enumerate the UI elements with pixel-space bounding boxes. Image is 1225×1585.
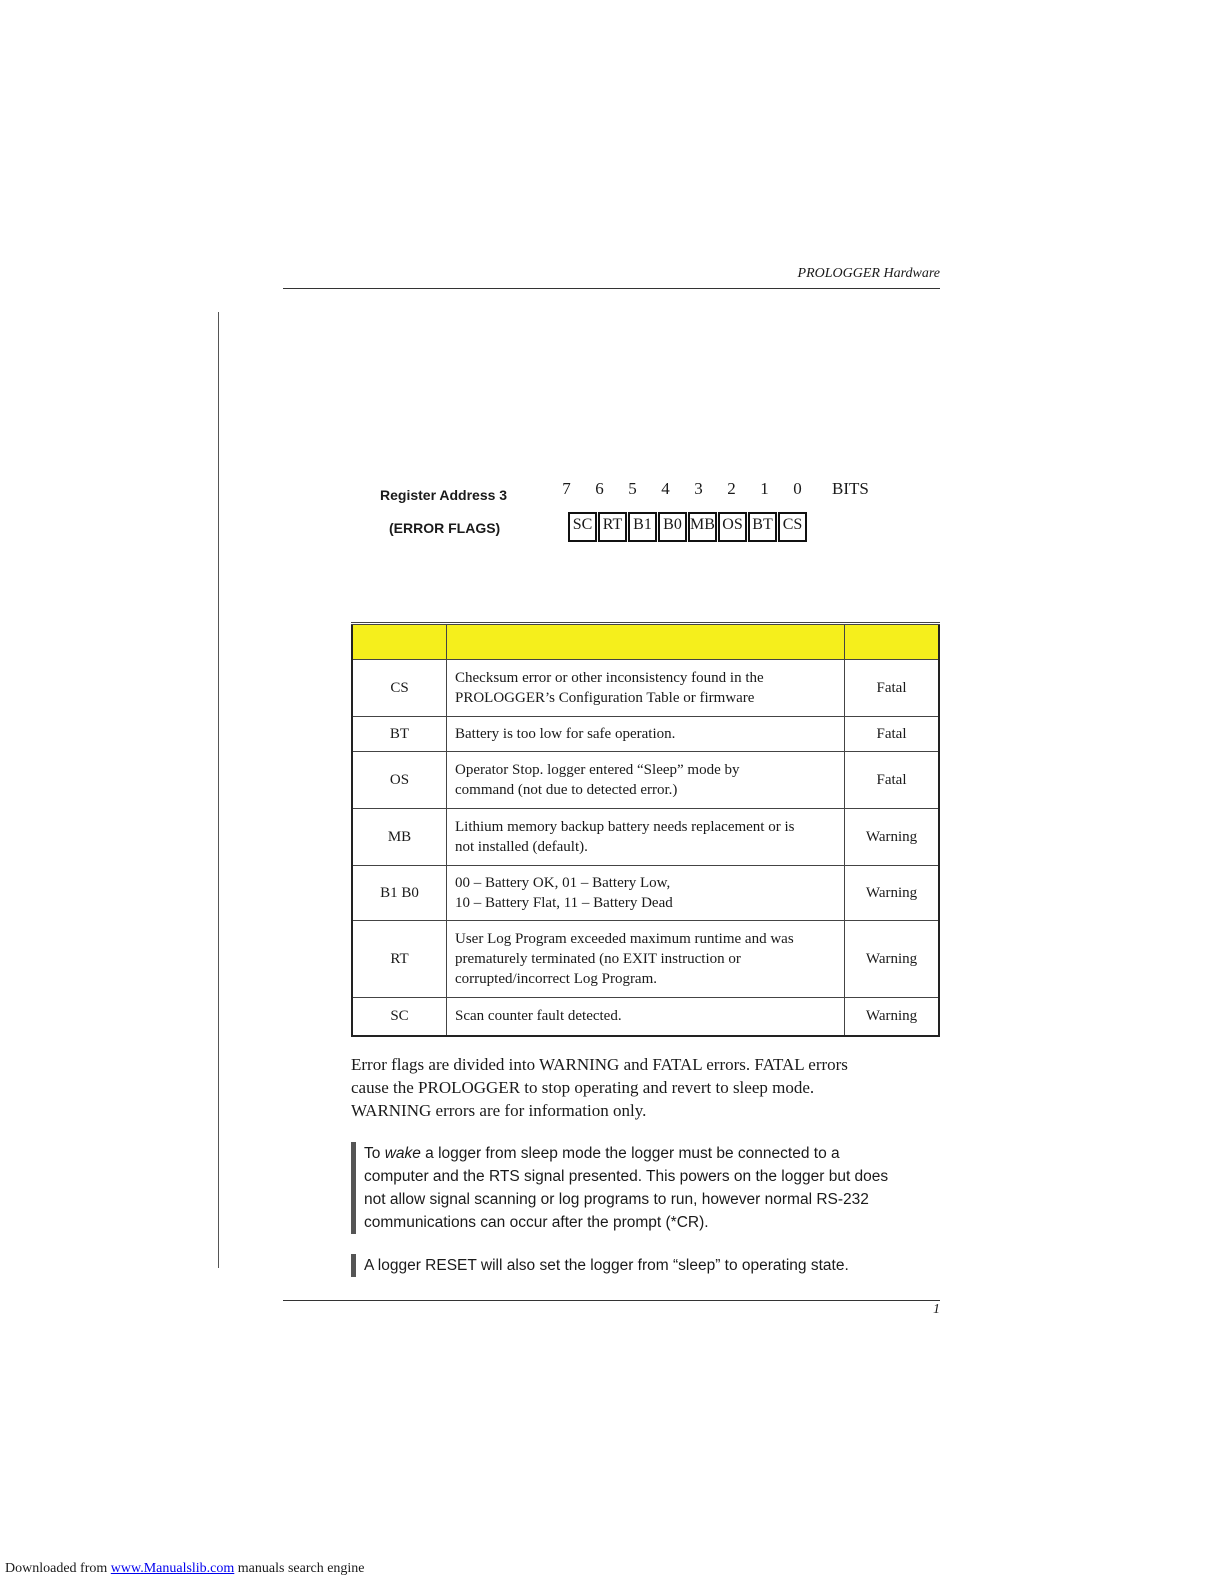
- download-suffix: manuals search engine: [234, 1561, 365, 1576]
- register-subtitle: (ERROR FLAGS): [389, 520, 501, 536]
- description-line: corrupted/incorrect Log Program.: [455, 971, 658, 987]
- description-line: Scan counter fault detected.: [455, 1008, 622, 1025]
- bit-number: 0: [793, 479, 802, 498]
- note-wake-line: communications can occur after the prompt (*CR).: [364, 1214, 709, 1231]
- flag-code: OS: [352, 752, 447, 809]
- table-row: [352, 809, 939, 866]
- note-wake: [351, 1142, 944, 1234]
- description-line: 10 – Battery Flat, 11 – Battery Dead: [455, 895, 673, 911]
- bit-box: SC: [568, 512, 597, 542]
- bit-box: BT: [748, 512, 777, 542]
- table-row: [352, 717, 939, 752]
- description-line: Battery is too low for safe operation.: [455, 726, 676, 742]
- flag-description: [447, 752, 845, 809]
- flag-severity: Fatal: [845, 752, 940, 809]
- description-line: Lithium memory backup battery needs replacement or is: [455, 819, 795, 835]
- intro-paragraph: [351, 1053, 941, 1122]
- table-row: [352, 866, 939, 921]
- table-header-row: [352, 624, 939, 660]
- bit-number: 4: [661, 479, 670, 498]
- flag-code: SC: [352, 998, 447, 1036]
- intro-line: WARNING errors are for information only.: [351, 1101, 647, 1120]
- bit-number: 1: [760, 479, 769, 498]
- footer-rule: [283, 1300, 940, 1301]
- description-line: Operator Stop. logger entered “Sleep” mode by: [455, 762, 740, 778]
- bit-box: MB: [688, 512, 717, 542]
- table-row: [352, 921, 939, 998]
- bit-number: 5: [628, 479, 637, 498]
- flag-severity: Fatal: [845, 660, 940, 717]
- running-header: PROLOGGER Hardware: [797, 266, 940, 281]
- bit-number: 3: [694, 479, 703, 498]
- header-cell-severity: [845, 624, 940, 660]
- note-wake-line: not allow signal scanning or log programs to run, however normal RS-232: [364, 1191, 869, 1208]
- bit-box: CS: [778, 512, 807, 542]
- flag-code: B1 B0: [352, 866, 447, 921]
- description-line: User Log Program exceeded maximum runtime and was: [455, 931, 794, 947]
- flag-description: [447, 866, 845, 921]
- manualslib-link[interactable]: www.Manualslib.com: [110, 1561, 235, 1576]
- left-margin-rule: [218, 312, 219, 1268]
- header-cell-code: [352, 624, 447, 660]
- table-row: [352, 998, 939, 1036]
- bit-box: B1: [628, 512, 657, 542]
- bit-number: 6: [595, 479, 604, 498]
- note-wake-rest: a logger from sleep mode the logger must be connected to a: [420, 1145, 840, 1162]
- intro-line: cause the PROLOGGER to stop operating and revert to sleep mode.: [351, 1078, 815, 1097]
- flag-severity: Fatal: [845, 717, 940, 752]
- flag-severity: Warning: [845, 866, 940, 921]
- flag-severity: Warning: [845, 921, 940, 998]
- error-flags-table: [351, 622, 940, 1037]
- bit-number: 2: [727, 479, 736, 498]
- table-row: [352, 660, 939, 717]
- note-wake-lead: To: [364, 1145, 385, 1162]
- description-line: PROLOGGER’s Configuration Table or firmware: [455, 690, 755, 706]
- flag-severity: Warning: [845, 809, 940, 866]
- flag-description: [447, 717, 845, 752]
- note-wake-line: computer and the RTS signal presented. This powers on the logger but does: [364, 1168, 889, 1185]
- bit-box: RT: [598, 512, 627, 542]
- page-number: 1: [933, 1302, 940, 1317]
- bit-boxes: [568, 512, 808, 542]
- flag-description: [447, 809, 845, 866]
- table-row: [352, 752, 939, 809]
- description-line: Checksum error or other inconsistency found in the: [455, 670, 764, 686]
- download-footer: [5, 1561, 365, 1577]
- register-title: Register Address 3: [380, 487, 508, 503]
- flag-description: [447, 660, 845, 717]
- bit-box: OS: [718, 512, 747, 542]
- description-line: 00 – Battery OK, 01 – Battery Low,: [455, 875, 671, 891]
- download-prefix: Downloaded from: [5, 1561, 111, 1576]
- flag-description: [447, 921, 845, 998]
- flag-code: BT: [352, 717, 447, 752]
- description-line: command (not due to detected error.): [455, 782, 678, 798]
- flag-severity: Warning: [845, 998, 940, 1036]
- note-reset: A logger RESET will also set the logger from “sleep” to operating state.: [351, 1254, 944, 1277]
- description-line: prematurely terminated (no EXIT instruction or: [455, 951, 741, 967]
- intro-line: Error flags are divided into WARNING and FATAL errors. FATAL errors: [351, 1055, 848, 1074]
- flag-code: RT: [352, 921, 447, 998]
- header-rule: [283, 288, 940, 289]
- flag-code: CS: [352, 660, 447, 717]
- bits-label: BITS: [832, 479, 869, 498]
- description-line: not installed (default).: [455, 839, 588, 855]
- flag-code: MB: [352, 809, 447, 866]
- flag-description: [447, 998, 845, 1036]
- bit-number: 7: [562, 479, 571, 498]
- bit-box: B0: [658, 512, 687, 542]
- note-wake-emphasis: wake: [384, 1145, 421, 1162]
- header-cell-description: [447, 624, 845, 660]
